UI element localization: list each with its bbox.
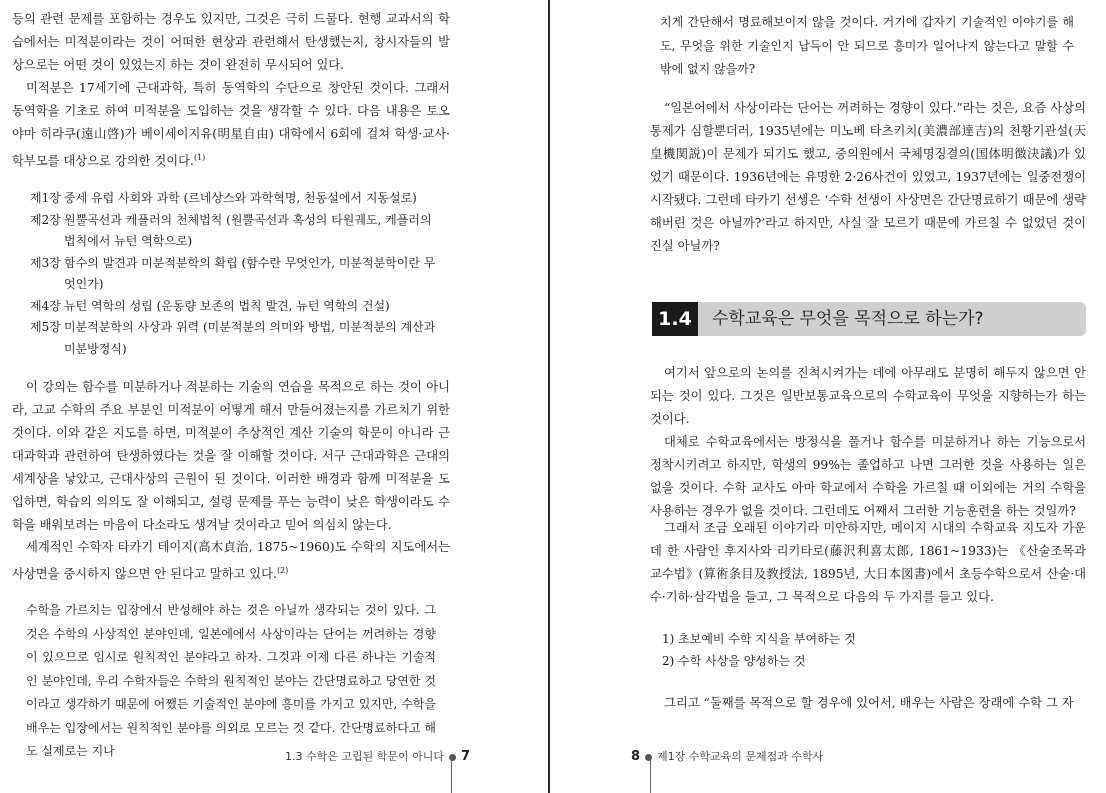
chapter-desc: 함수의 발견과 미분적분학의 확립 (함수란 무엇인가, 미분적분학이란 무엇인가) [64, 255, 436, 291]
footer-rule [451, 757, 452, 793]
chapter-item [30, 210, 440, 253]
right-paragraph-3: 대체로 수학교육에서는 방정식을 풀거나 함수를 미분하거나 하는 기능으로서 정착시키려고 하지만, 학생의 99%는 졸업하고 나면 그러한 것을 사용하는 일은 없을 것이다. 수학 교사도 아마 학교에서 수학을 가르칠 때 이외에는 거의 수학을 사용하는 경우가 없을 것이다. 그런데도 어째서 그러한 기능훈련을 하는 것일까? [650, 435, 1086, 518]
chapter-list [30, 188, 440, 360]
left-paragraph-3: 이 강의는 함수를 미분하거나 적분하는 기술의 연습을 목적으로 하는 것이 아니라, 고교 수학의 주요 부분인 미적분이 어떻게 해서 만들어졌는지를 가르치기 위한 것이다. 이와 같은 지도를 하면, 미적분이 추상적인 계산 기술의 학문이 아니라 근대과학과 관련하여 탄생하였다는 것을 잘 이해할 것이다. 서구 근대과학은 근대의 세계상을 낳았고, 근대사상의 근원이 된 것이다. 이러한 배경과 함께 미적분을 도입하면, 학습의 의의도 잘 이해되고, 설령 문제를 푸는 능력이 낮은 학생이라도 수학을 배워보려는 마음이 다소라도 생겨날 것이라고 믿어 의심치 않는다. [12, 380, 450, 532]
section-number: 1.4 [652, 302, 698, 336]
footnote-ref-1: (1) [193, 153, 206, 162]
left-paragraph-2 [12, 77, 450, 173]
left-paragraph-1: 등의 관련 문제를 포함하는 경우도 있지만, 그것은 극히 드물다. 현행 교과서의 학습에서는 미적분이라는 것이 어떠한 현상과 관련해서 탄생했는지, 창시자들의 발상으로는 어떤 것이 있었는지 하는 것이 완전히 무시되어 있다. [12, 12, 450, 72]
chapter-item [30, 188, 440, 210]
chapter-desc: 중세 유럽 사회와 과학 (르네상스와 과학혁명, 천동설에서 지동설로) [64, 191, 417, 205]
page-number: 8 [631, 749, 641, 764]
left-footer [285, 749, 470, 765]
right-paragraph-2: 여기서 앞으로의 논의를 진척시켜가는 데에 아무래도 분명히 해두지 않으면 안 되는 것이 있다. 그것은 일반보통교육으로의 수학교육이 무엇을 지향하는가 하는 것이다. [650, 366, 1086, 426]
left-block-quote: 수학을 가르치는 입장에서 반성해야 하는 것은 아닐까 생각되는 것이 있다. 그것은 수학의 사상적인 분야인데, 일본에에서 사상이라는 단어는 꺼려하는 경향이 있으므로 임시로 원칙적인 분야라고 하자. 그것과 이제 다른 하나는 기술적인 분야인데, 우리 수학자들은 수학의 원칙적인 분야는 간단명료하고 당연한 것이라고 생각하기 때문에 어쨌든 기술적인 분야에 흥미를 가지고 있지만, 수학을 배우는 입장에서는 원칙적인 분야를 의외로 모르는 것 같다. 간단명료하다고 해도 실제로는 지나 [26, 603, 436, 758]
chapter-desc: 뉴턴 역학의 성립 (운동량 보존의 법칙 발견, 뉴턴 역학의 건설) [64, 298, 390, 313]
running-footer-text: 제1장 수학교육의 문제점과 수학사 [657, 750, 824, 763]
book-spine [548, 0, 550, 793]
chapter-item [30, 317, 440, 360]
chapter-item [30, 296, 440, 318]
right-footer [631, 749, 823, 765]
chapter-number: 제5장 [30, 320, 61, 334]
bullet-dot-icon [645, 754, 652, 761]
chapter-desc: 원뿔곡선과 케플러의 천체법칙 (원뿔곡선과 혹성의 타원궤도, 케플러의 법칙에서 뉴턴 역학으로) [64, 212, 432, 248]
objective-list [662, 628, 856, 672]
left-paragraph-2-text: 미적분은 17세기에 근대과학, 특히 동역학의 수단으로 창안된 것이다. 그래서 동역학을 기초로 하여 미적분을 도입하는 것을 생각할 수 있다. 다음 내용은 토오야마 히라쿠(遠山啓)가 베이세이지유(明星自由) 대학에서 6회에 걸쳐 학생·교사·학부모를 대상으로 강의한 것이다. [12, 81, 450, 169]
right-block-quote-continued: 치게 간단해서 명료해보이지 않을 것이다. 거기에 갑자기 기술적인 이야기를 해도, 무엇을 위한 기술인지 납득이 안 되므로 흥미가 일어나지 않는다고 말할 수 밖에 없지 않을까? [660, 15, 1074, 76]
chapter-item [30, 253, 440, 296]
chapter-number: 제4장 [30, 298, 61, 313]
chapter-desc: 미분적분학의 사상과 위력 (미분적분의 의미와 방법, 미분적분의 계산과 미분방정식) [64, 320, 436, 356]
left-paragraph-4 [12, 536, 450, 586]
list-item: 2) 수학 사상을 양성하는 것 [662, 654, 806, 668]
page-number: 7 [461, 749, 471, 764]
list-item: 1) 초보예비 수학 지식을 부여하는 것 [662, 632, 856, 646]
chapter-number: 제2장 [30, 212, 61, 227]
running-footer-text: 1.3 수학은 고립된 학문이 아니다 [285, 750, 444, 763]
chapter-number: 제3장 [30, 255, 61, 270]
right-paragraph-5: 그리고 “둘째를 목적으로 할 경우에 있어서, 배우는 사람은 장래에 수학 그 자 [664, 696, 1074, 710]
section-title: 수학교육은 무엇을 목적으로 하는가? [712, 309, 984, 329]
footnote-ref-2: (2) [276, 566, 289, 575]
right-paragraph-1: “일본어에서 사상이라는 단어는 꺼려하는 경향이 있다.”라는 것은, 요즘 사상의 통제가 심할뿐더러, 1935년에는 미노베 타츠키치(美濃部達吉)의 천황기관설(天皇機関説)이 문제가 되기도 했고, 중의원에서 국체명징결의(国体明徴決議)가 있었기 때문이다. 1936년에는 유명한 2·26사건이 있었고, 1937년에는 일중전쟁이 시작됐다. 그런데 타카기 선생은 ‘수학 선생이 사상면은 간단명료하기 때문에 생략해버린 것은 아닐까?’라고 하지만, 사실 잘 모르기 때문에 가르칠 수 없었던 것이 진실 아닐까? [650, 101, 1086, 253]
left-paragraph-4-text: 세계적인 수학자 타카기 테이지(高木貞治, 1875~1960)도 수학의 지도에서는 사상면을 중시하지 않으면 안 된다고 말하고 있다. [12, 540, 450, 582]
chapter-number: 제1장 [30, 191, 61, 205]
right-paragraph-4: 그래서 조금 오래된 이야기라 미안하지만, 메이지 시대의 수학교육 지도자 가운데 한 사람인 후지사와 리키타로(藤沢利喜太郎, 1861~1933)는 《산술조목과 교수법》(算術条目及教授法, 1895년, 大日本図書)에서 초등수학으로서 산술·대수·기하·삼각법을 들고, 그 목적으로 다음의 두 가지를 들고 있다. [650, 521, 1086, 604]
